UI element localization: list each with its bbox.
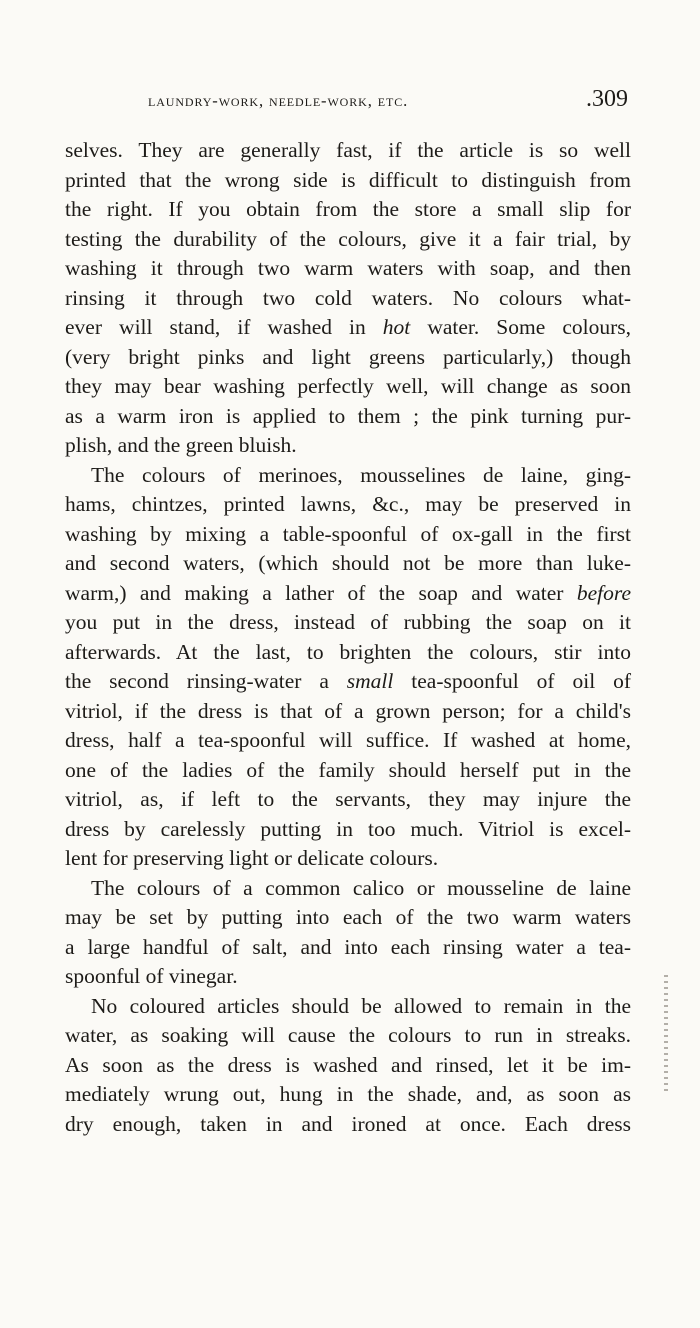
text-line: The colours of a common calico or mousseline de laine	[91, 875, 631, 900]
text-line: hams, chintzes, printed lawns, &c., may be preserved in	[65, 492, 631, 516]
text-line: water, as soaking will cause the colours to run in streaks.	[65, 1023, 631, 1047]
text-line: dress by carelessly putting in too much. Vitriol is excel-	[65, 816, 631, 841]
text-line: lent for preserving light or delicate colours.	[65, 846, 439, 870]
text-line: selves. They are generally fast, if the article is so well	[65, 138, 631, 162]
running-head: laundry-work, needle-work, etc.	[148, 91, 409, 110]
text-segment: the second rinsing-water a	[65, 669, 347, 693]
text-line: one of the ladies of the family should herself put in the	[65, 757, 631, 782]
text-line: mediately wrung out, hung in the shade, and, as soon as	[65, 1082, 631, 1106]
text-line: spoonful of vinegar.	[65, 964, 238, 988]
italic-word: before	[576, 580, 631, 605]
page-number: .309	[586, 86, 628, 112]
text-segment: tea-spoonful of oil of	[393, 669, 631, 693]
text-line: vitriol, if the dress is that of a grown person; for a child's	[65, 698, 631, 723]
text-segment: ever will stand, if washed in	[65, 315, 383, 339]
text-line: the right. If you obtain from the store a small slip for	[65, 197, 631, 221]
text-line: washing by mixing a table-spoonful of ox-gall in the first	[65, 521, 631, 546]
text-line: a large handful of salt, and into each rinsing water a tea-	[65, 934, 631, 959]
text-line: washing it through two warm waters with soap, and then	[65, 256, 631, 280]
text-segment: warm,) and making a lather of the soap and water	[65, 580, 577, 605]
text-line: rinsing it through two cold waters. No colours what-	[65, 285, 631, 310]
text-line: dress, half a tea-spoonful will suffice. If washed at home,	[65, 728, 631, 752]
text-line: plish, and the green bluish.	[65, 433, 297, 457]
body-text	[65, 136, 631, 1139]
italic-word: hot	[382, 315, 411, 339]
text-line: may be set by putting into each of the two warm waters	[65, 905, 631, 929]
text-line: printed that the wrong side is difficult to distinguish from	[65, 167, 631, 192]
text-segment: water. Some colours,	[410, 315, 631, 339]
text-line	[65, 667, 631, 697]
text-line	[65, 313, 631, 343]
text-line: and second waters, (which should not be more than luke-	[65, 551, 631, 575]
text-line: you put in the dress, instead of rubbing the soap on it	[65, 610, 631, 634]
text-line	[65, 579, 631, 609]
text-line: they may bear washing perfectly well, will change as soon	[65, 374, 631, 398]
text-line: dry enough, taken in and ironed at once. Each dress	[65, 1111, 631, 1136]
italic-word: small	[346, 669, 394, 693]
text-line: The colours of merinoes, mousselines de laine, ging-	[91, 462, 631, 487]
margin-mark	[664, 975, 668, 1095]
text-line: As soon as the dress is washed and rinsed, let it be im-	[65, 1052, 631, 1077]
text-line: vitriol, as, if left to the servants, they may injure the	[65, 787, 631, 811]
text-line: (very bright pinks and light greens particularly,) though	[65, 344, 631, 369]
text-line: as a warm iron is applied to them ; the pink turning pur-	[65, 403, 631, 428]
text-line: testing the durability of the colours, give it a fair trial, by	[65, 226, 631, 251]
text-line: No coloured articles should be allowed to remain in the	[91, 993, 631, 1018]
text-line: afterwards. At the last, to brighten the colours, stir into	[65, 639, 631, 664]
